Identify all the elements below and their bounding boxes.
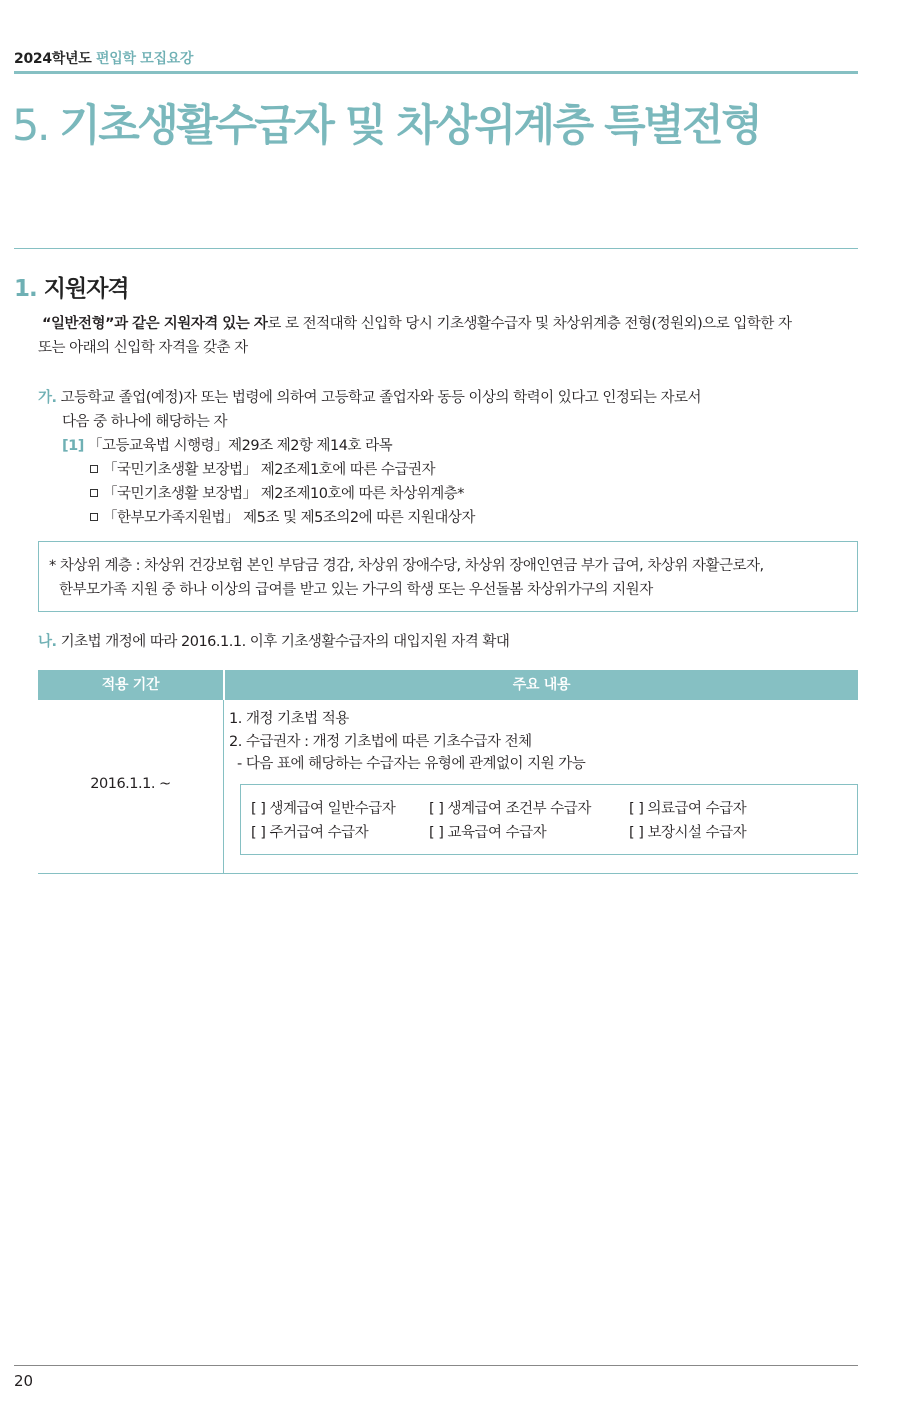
- running-header: [14, 48, 193, 68]
- checkbox-item: [ ] 보장시설 수급자: [629, 825, 747, 841]
- item-na-mark: 나.: [38, 634, 57, 650]
- checkbox-item: [ ] 주거급여 수급자: [251, 825, 369, 841]
- chapter-title-text: 기초생활수급자 및 차상위계층 특별전형: [59, 101, 761, 151]
- intro-line2: 또는 아래의 신입학 자격을 갖춘 자: [38, 340, 248, 356]
- note-box: [38, 541, 858, 612]
- header-year: 2024학년도: [14, 51, 92, 67]
- item-na: [38, 630, 509, 654]
- list-item: 「국민기초생활 보장법」 제2조제10호에 따른 차상위계층*: [90, 482, 475, 506]
- eligibility-table: [38, 670, 858, 874]
- title-rule: [14, 248, 858, 249]
- item-ga-line2: 다음 중 하나에 해당하는 자: [62, 414, 228, 430]
- footer-rule: [14, 1365, 858, 1366]
- sub-item-1: [62, 434, 392, 458]
- square-bullet-icon: [90, 513, 98, 521]
- list-item: 「국민기초생활 보장법」 제2조제1호에 따른 수급권자: [90, 458, 475, 482]
- page-number: 20: [14, 1372, 34, 1390]
- column-divider: [223, 700, 224, 874]
- chapter-number: 5.: [12, 101, 49, 151]
- section-title: 지원자격: [43, 276, 129, 302]
- content-cell: [229, 708, 585, 776]
- item-na-text: 기초법 개정에 따라 2016.1.1. 이후 기초생활수급자의 대입지원 자격 확대: [60, 634, 510, 650]
- content-line: 2. 수급권자 : 개정 기초법에 따른 기초수급자 전체: [229, 733, 532, 750]
- note-line1: * 차상위 계층 : 차상위 건강보험 본인 부담금 경감, 차상위 장애수당, 차상위 장애인연금 부가 급여, 차상위 자활근로자,: [49, 558, 764, 574]
- item-ga-mark: 가.: [38, 390, 57, 406]
- bullet-list: [90, 458, 475, 530]
- item-ga: [38, 386, 701, 434]
- header-period: 적용 기간: [101, 677, 160, 693]
- section-heading: [14, 270, 129, 303]
- recipient-type-box: [240, 784, 858, 855]
- square-bullet-icon: [90, 489, 98, 497]
- square-bullet-icon: [90, 465, 98, 473]
- header-title: 편입학 모집요강: [96, 51, 194, 67]
- note-line2: 한부모가족 지원 중 하나 이상의 급여를 받고 있는 가구의 학생 또는 우선돌봄 차상위가구의 지원자: [59, 582, 653, 598]
- sub-item-text: 「고등교육법 시행령」제29조 제2항 제14호 라목: [87, 438, 393, 454]
- intro-bold: “일반전형”과 같은 지원자격 있는 자: [42, 316, 268, 332]
- section-number: 1.: [14, 276, 37, 302]
- content-line: - 다음 표에 해당하는 수급자는 유형에 관계없이 지원 가능: [237, 756, 586, 772]
- checkbox-item: [ ] 생계급여 일반수급자: [251, 801, 396, 817]
- header-rule: [14, 71, 858, 74]
- content-line: 1. 개정 기초법 적용: [229, 711, 349, 727]
- table-header-row: [38, 670, 858, 700]
- period-cell: 2016.1.1. ~: [90, 776, 171, 792]
- intro-rest: 로 로 전적대학 신입학 당시 기초생활수급자 및 차상위계층 전형(정원외)으로 입학한 자: [267, 316, 792, 332]
- header-content: 주요 내용: [512, 677, 571, 693]
- chapter-title: [12, 92, 760, 153]
- checkbox-item: [ ] 의료급여 수급자: [629, 801, 747, 817]
- list-item: 「한부모가족지원법」 제5조 및 제5조의2에 따른 지원대상자: [90, 506, 475, 530]
- sub-item-mark: [1]: [62, 438, 84, 454]
- intro-paragraph: [38, 312, 848, 360]
- checkbox-item: [ ] 교육급여 수급자: [429, 825, 547, 841]
- item-ga-line1: 고등학교 졸업(예정)자 또는 법령에 의하여 고등학교 졸업자와 동등 이상의 학력이 있다고 인정되는 자로서: [60, 390, 702, 406]
- checkbox-item: [ ] 생계급여 조건부 수급자: [429, 801, 591, 817]
